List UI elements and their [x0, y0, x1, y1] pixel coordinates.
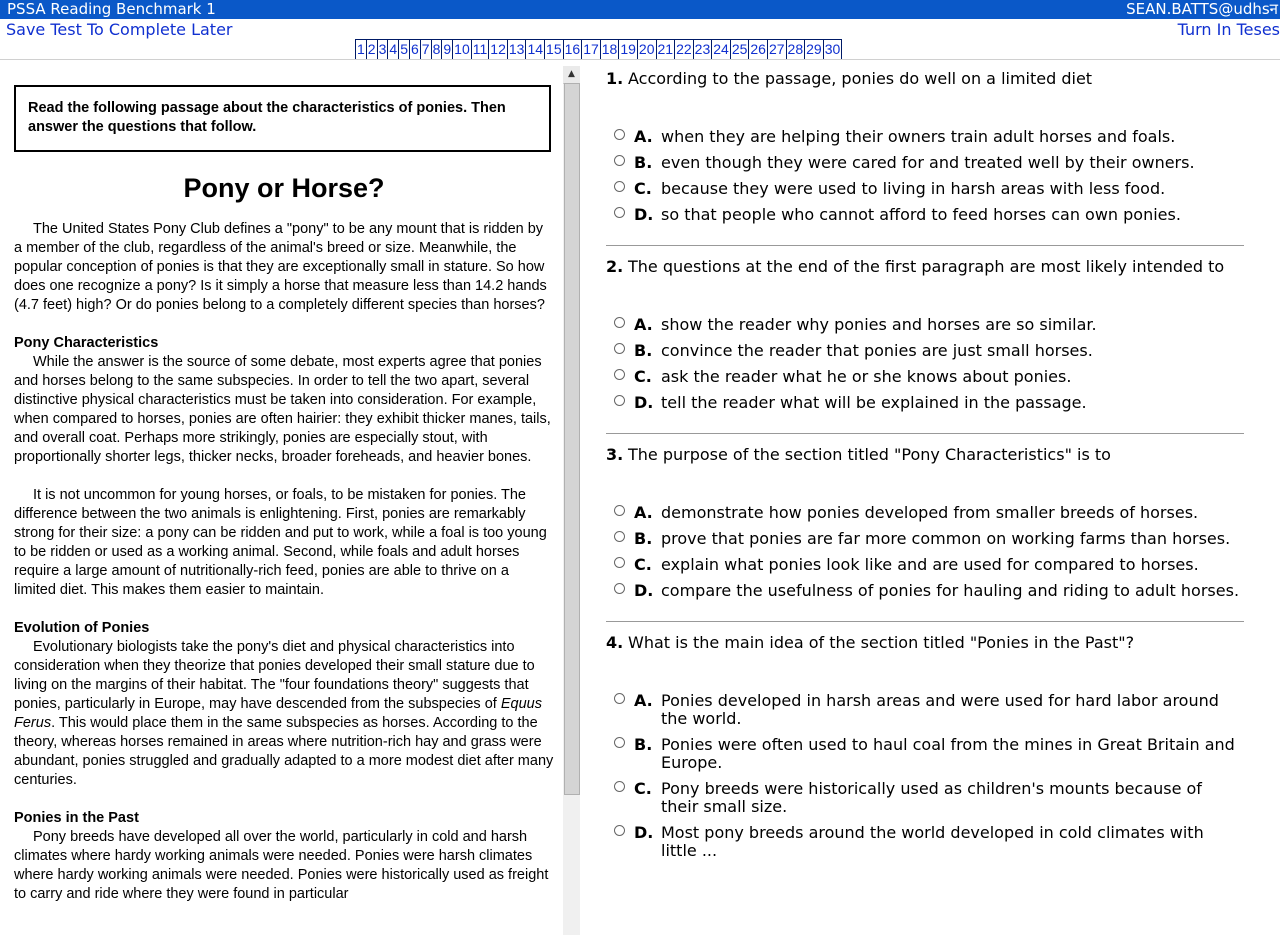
choice-text: show the reader why ponies and horses are so similar. [661, 315, 1097, 334]
radio-button[interactable] [614, 181, 625, 192]
choice-text: convince the reader that ponies are just small horses. [661, 341, 1093, 360]
choice-text: explain what ponies look like and are used for compared to horses. [661, 555, 1199, 574]
answer-choice[interactable] [606, 368, 1244, 386]
question-nav [355, 39, 842, 60]
choice-letter: D. [634, 823, 654, 842]
passage-paragraph: The United States Pony Club defines a "pony" to be any mount that is ridden by a member of the club, regardless of the animal's breed or size. Meanwhile, the popular conception of ponies is that they are exceptionally small in stature. So how does one recognize a pony? Is it simply a horse that measure less than 14.2 hands (4.7 feet) high? Or do ponies belong to a completely different species than horses? [14, 221, 547, 313]
answer-choice[interactable] [606, 154, 1244, 172]
choice-letter: A. [634, 127, 653, 146]
choice-text: ask the reader what he or she knows about ponies. [661, 367, 1072, 386]
question-stem [606, 630, 1244, 652]
question-nav-link[interactable]: 11 [472, 41, 488, 57]
question-divider [606, 621, 1244, 622]
choice-letter: A. [634, 503, 653, 522]
question-nav-link[interactable]: 10 [454, 41, 470, 57]
choice-letter: B. [634, 153, 653, 172]
choice-letter: D. [634, 205, 654, 224]
question-nav-link[interactable]: 18 [601, 41, 618, 57]
question-nav-link[interactable]: 24 [713, 41, 729, 57]
question-block [606, 630, 1244, 860]
radio-button[interactable] [614, 317, 625, 328]
radio-button[interactable] [614, 207, 625, 218]
question-nav-link[interactable]: 26 [750, 41, 766, 57]
answer-choice[interactable] [606, 206, 1244, 224]
answer-choices [606, 316, 1244, 412]
radio-button[interactable] [614, 369, 625, 380]
question-nav-link[interactable]: 29 [806, 41, 822, 57]
question-number: 1. [606, 69, 624, 88]
questions-panel [606, 66, 1280, 935]
question-nav-link[interactable]: 3 [378, 41, 387, 57]
question-divider [606, 245, 1244, 246]
radio-button[interactable] [614, 737, 625, 748]
choice-text: Ponies developed in harsh areas and were used for hard labor around the world. [661, 691, 1219, 728]
question-stem [606, 442, 1244, 464]
radio-button[interactable] [614, 557, 625, 568]
passage-text: . This would place them in the same subspecies as horses. According to the theory, whereas horses remained in areas where nutrition-rich hay and grass were abundant, ponies struggled and gradually adapted to a more modest diet after many centuries. [14, 715, 554, 788]
passage-paragraph: It is not uncommon for young horses, or foals, to be mistaken for ponies. The difference between the two animals is enlightening. First, ponies are remarkably strong for their size: a pony can be ridden and put to work, while a foal is too young to be ridden or used as a working animal. Second, while foals and adult horses require a large amount of nutritionally-rich feed, ponies are able to thrive on a limited diet. This makes them easier to maintain. [14, 487, 547, 598]
question-nav-link[interactable]: 23 [694, 41, 711, 57]
choice-text: when they are helping their owners train adult horses and foals. [661, 127, 1176, 146]
header-divider [0, 59, 1280, 60]
choice-text: even though they were cared for and treated well by their owners. [661, 153, 1195, 172]
question-nav-link[interactable]: 20 [638, 41, 655, 57]
passage-text: Evolutionary biologists take the pony's diet and physical characteristics into consideration when they theorize that ponies developed their small stature due to living on the margins of their habitat. The "four foundations theory" suggests that ponies, particularly in Europe, may have descended from the subspecies of [14, 639, 535, 712]
choice-text: so that people who cannot afford to feed horses can own ponies. [661, 205, 1181, 224]
question-nav-link[interactable]: 22 [676, 41, 692, 57]
test-title: PSSA Reading Benchmark 1 [7, 0, 216, 18]
choice-text: demonstrate how ponies developed from smaller breeds of horses. [661, 503, 1199, 522]
question-text: The questions at the end of the first paragraph are most likely intended to [628, 257, 1225, 276]
choice-letter: C. [634, 179, 652, 198]
question-nav-link[interactable]: 21 [657, 41, 674, 57]
question-nav-link[interactable]: 9 [443, 41, 452, 57]
answer-choice[interactable] [606, 394, 1244, 412]
scroll-thumb[interactable] [564, 83, 580, 795]
passage-paragraph [14, 638, 554, 790]
choice-text: tell the reader what will be explained in the passage. [661, 393, 1087, 412]
answer-choice[interactable] [606, 342, 1244, 360]
question-text: What is the main idea of the section titled "Ponies in the Past"? [628, 633, 1135, 652]
question-block [606, 66, 1244, 224]
choice-letter: B. [634, 735, 653, 754]
choice-letter: D. [634, 581, 654, 600]
question-divider [606, 433, 1244, 434]
answer-choice[interactable] [606, 582, 1244, 600]
turn-in-link[interactable]: Turn In Teses [1177, 20, 1280, 39]
passage-paragraph: While the answer is the source of some debate, most experts agree that ponies and horses belong to the same subspecies. In order to tell the two apart, several distinctive physical characteristics must be taken into consideration. For example, when compared to horses, ponies are often hairier: they exhibit thicker manes, tails, and overall coat. Perhaps more strikingly, ponies are especially stout, with proportionally shorter legs, thicker necks, broader foreheads, and heavier bones. [14, 354, 551, 465]
save-later-link[interactable]: Save Test To Complete Later [6, 20, 233, 39]
question-text: The purpose of the section titled "Pony Characteristics" is to [628, 445, 1111, 464]
question-nav-link[interactable]: 12 [490, 41, 506, 57]
question-nav-link[interactable]: 5 [400, 41, 408, 57]
question-nav-link[interactable]: 19 [620, 41, 636, 57]
radio-button[interactable] [614, 343, 625, 354]
question-nav-link[interactable]: 14 [527, 41, 544, 57]
passage-title: Pony or Horse? [183, 173, 385, 203]
radio-button[interactable] [614, 693, 625, 704]
answer-choice[interactable] [606, 824, 1244, 860]
section-heading: Ponies in the Past [14, 810, 139, 826]
section-heading: Pony Characteristics [14, 335, 159, 351]
radio-button[interactable] [614, 583, 625, 594]
answer-choice[interactable] [606, 128, 1244, 146]
question-nav-link[interactable]: 16 [564, 41, 581, 57]
choice-letter: D. [634, 393, 654, 412]
link-bar [0, 19, 1280, 39]
question-number: 2. [606, 257, 624, 276]
choice-text: because they were used to living in harsh areas with less food. [661, 179, 1166, 198]
choice-letter: B. [634, 341, 653, 360]
answer-choice[interactable] [606, 736, 1244, 772]
question-nav-link[interactable]: 8 [432, 41, 441, 57]
answer-choice[interactable] [606, 316, 1244, 334]
passage-instruction: Read the following passage about the characteristics of ponies. Then answer the questions that follow. [14, 85, 551, 152]
choice-text: prove that ponies are far more common on working farms than horses. [661, 529, 1231, 548]
choice-text: Most pony breeds around the world developed in cold climates with little ... [661, 823, 1204, 860]
choice-letter: B. [634, 529, 653, 548]
radio-button[interactable] [614, 505, 625, 516]
question-nav-link[interactable]: 2 [367, 41, 376, 57]
section-heading: Evolution of Ponies [14, 620, 150, 636]
question-text: According to the passage, ponies do well on a limited diet [628, 69, 1093, 88]
choice-text: Pony breeds were historically used as children's mounts because of their small size. [661, 779, 1202, 816]
passage-panel [14, 66, 554, 935]
answer-choice[interactable] [606, 180, 1244, 198]
answer-choice[interactable] [606, 692, 1244, 728]
answer-choice[interactable] [606, 504, 1244, 522]
passage-scrollbar[interactable] [563, 66, 580, 935]
choice-letter: C. [634, 367, 652, 386]
question-nav-link[interactable]: 15 [546, 41, 562, 57]
choice-letter: A. [634, 315, 653, 334]
radio-button[interactable] [614, 129, 625, 140]
user-name: SEAN.BATTS@udhsन [1126, 0, 1278, 18]
passage-paragraph: Pony breeds have developed all over the world, particularly in cold and harsh climates where hardy working animals were needed. Ponies were harsh climates where hardy working animals were needed. Ponies were historically used as freight to carry and ride where they were found in particular [14, 829, 549, 902]
title-bar [0, 0, 1280, 19]
question-nav-link[interactable]: 7 [421, 41, 430, 57]
question-nav-link[interactable]: 17 [583, 41, 599, 57]
choice-text: Ponies were often used to haul coal from the mines in Great Britain and Europe. [661, 735, 1235, 772]
radio-button[interactable] [614, 395, 625, 406]
scroll-up-arrow-icon[interactable]: ▲ [563, 66, 580, 84]
question-number: 4. [606, 633, 624, 652]
answer-choices [606, 504, 1244, 600]
choice-text: compare the usefulness of ponies for hauling and riding to adult horses. [661, 581, 1240, 600]
question-nav-link[interactable]: 28 [787, 41, 804, 57]
choice-letter: C. [634, 555, 652, 574]
radio-button[interactable] [614, 781, 625, 792]
question-stem [606, 66, 1244, 88]
radio-button[interactable] [614, 155, 625, 166]
answer-choice[interactable] [606, 780, 1244, 816]
question-block [606, 254, 1244, 412]
question-nav-link[interactable]: 13 [508, 41, 525, 57]
question-number: 3. [606, 445, 624, 464]
radio-button[interactable] [614, 531, 625, 542]
question-block [606, 442, 1244, 600]
answer-choices [606, 692, 1244, 860]
choice-letter: C. [634, 779, 652, 798]
question-nav-link[interactable]: 27 [768, 41, 785, 57]
answer-choice[interactable] [606, 556, 1244, 574]
question-nav-link[interactable]: 25 [731, 41, 748, 57]
question-nav-link[interactable]: 4 [389, 41, 398, 57]
question-stem [606, 254, 1244, 276]
species-name: Equus Ferus [14, 696, 542, 731]
answer-choice[interactable] [606, 530, 1244, 548]
choice-letter: A. [634, 691, 653, 710]
answer-choices [606, 128, 1244, 224]
question-nav-link[interactable]: 1 [357, 41, 365, 57]
radio-button[interactable] [614, 825, 625, 836]
question-nav-link[interactable]: 6 [410, 41, 419, 57]
question-nav-link[interactable]: 30 [824, 41, 841, 57]
